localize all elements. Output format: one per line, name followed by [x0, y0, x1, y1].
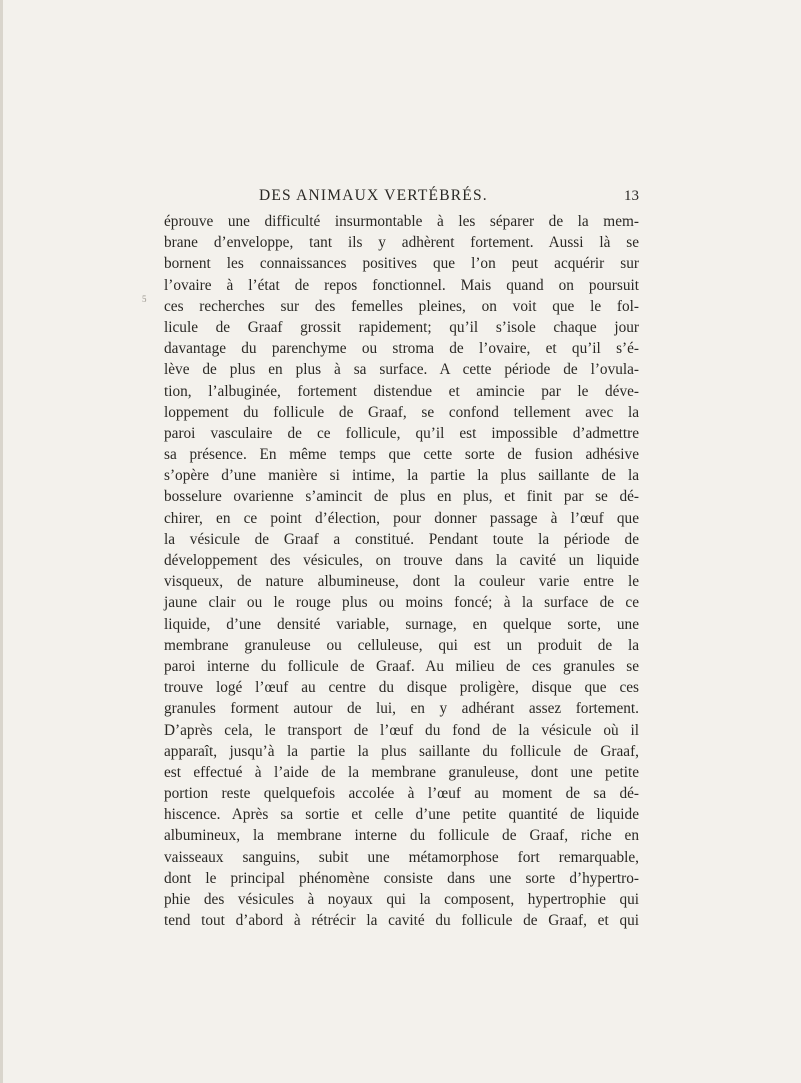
- text-line: s’opère d’une manière si intime, la partie la plus saillante de la: [164, 467, 639, 485]
- text-line: ces recherches sur des femelles pleines, on voit que le fol-: [164, 297, 639, 315]
- text-line: trouve logé l’œuf au centre du disque proligère, disque que ces: [164, 679, 639, 697]
- text-line: bornent les connaissances positives que l’on peut acquérir sur: [164, 255, 639, 273]
- text-line: phie des vésicules à noyaux qui la composent, hypertrophie qui: [164, 891, 639, 908]
- text-line: hiscence. Après sa sortie et celle d’une petite quantité de liquide: [164, 806, 639, 824]
- text-line: lève de plus en plus à sa surface. A cette période de l’ovula-: [164, 361, 639, 379]
- text-line: la vésicule de Graaf a constitué. Pendant toute la période de: [164, 530, 639, 548]
- text-line: développement des vésicules, on trouve dans la cavité un liquide: [164, 552, 639, 569]
- text-line: D’après cela, le transport de l’œuf du fond de la vésicule où il: [164, 721, 639, 739]
- text-line: granules forment autour de lui, en y adhérant assez fortement.: [164, 700, 639, 718]
- text-line: l’ovaire à l’état de repos fonctionnel. Mais quand on poursuit: [164, 276, 639, 294]
- text-line: sa présence. En même temps que cette sorte de fusion adhésive: [164, 446, 639, 464]
- running-title: DES ANIMAUX VERTÉBRÉS.: [259, 187, 488, 204]
- body-text: [164, 211, 639, 931]
- text-line: est effectué à l’aide de la membrane granuleuse, dont une petite: [164, 763, 639, 781]
- page-header: [164, 185, 639, 207]
- page-number: 13: [624, 188, 639, 204]
- text-line: jaune clair ou le rouge plus ou moins foncé; à la surface de ce: [164, 594, 639, 612]
- text-line: tion, l’albuginée, fortement distendue et amincie par le déve-: [164, 382, 639, 400]
- text-line: apparaît, jusqu’à la partie la plus saillante du follicule de Graaf,: [164, 742, 639, 760]
- text-line: portion reste quelquefois accolée à l’œuf au moment de sa dé-: [164, 785, 639, 803]
- text-line: davantage du parenchyme ou stroma de l’ovaire, et qu’il s’é-: [164, 340, 639, 358]
- text-line: paroi vasculaire de ce follicule, qu’il est impossible d’admettre: [164, 424, 639, 442]
- text-line: visqueux, de nature albumineuse, dont la couleur varie entre le: [164, 573, 639, 591]
- text-line: bosselure ovarienne s’amincit de plus en plus, et finit par se dé-: [164, 488, 639, 506]
- text-line: liquide, d’une densité variable, surnage, en quelque sorte, une: [164, 615, 639, 633]
- text-line: éprouve une difficulté insurmontable à les séparer de la mem-: [164, 213, 639, 230]
- text-line: albumineux, la membrane interne du follicule de Graaf, riche en: [164, 827, 639, 845]
- text-line: licule de Graaf grossit rapidement; qu’il s’isole chaque jour: [164, 318, 639, 336]
- page-edge: [0, 0, 3, 1083]
- text-line: tend tout d’abord à rétrécir la cavité du follicule de Graaf, et qui: [164, 912, 639, 930]
- text-line: chirer, en ce point d’élection, pour donner passage à l’œuf que: [164, 509, 639, 527]
- text-line: loppement du follicule de Graaf, se confond tellement avec la: [164, 403, 639, 421]
- text-line: membrane granuleuse ou celluleuse, qui est un produit de la: [164, 636, 639, 654]
- text-line: brane d’enveloppe, tant ils y adhèrent fortement. Aussi là se: [164, 234, 639, 252]
- text-line: dont le principal phénomène consiste dans une sorte d’hypertro-: [164, 869, 639, 887]
- text-line: paroi interne du follicule de Graaf. Au milieu de ces granules se: [164, 657, 639, 675]
- text-line: vaisseaux sanguins, subit une métamorphose fort remarquable,: [164, 848, 639, 866]
- margin-line-number: 5: [142, 294, 147, 304]
